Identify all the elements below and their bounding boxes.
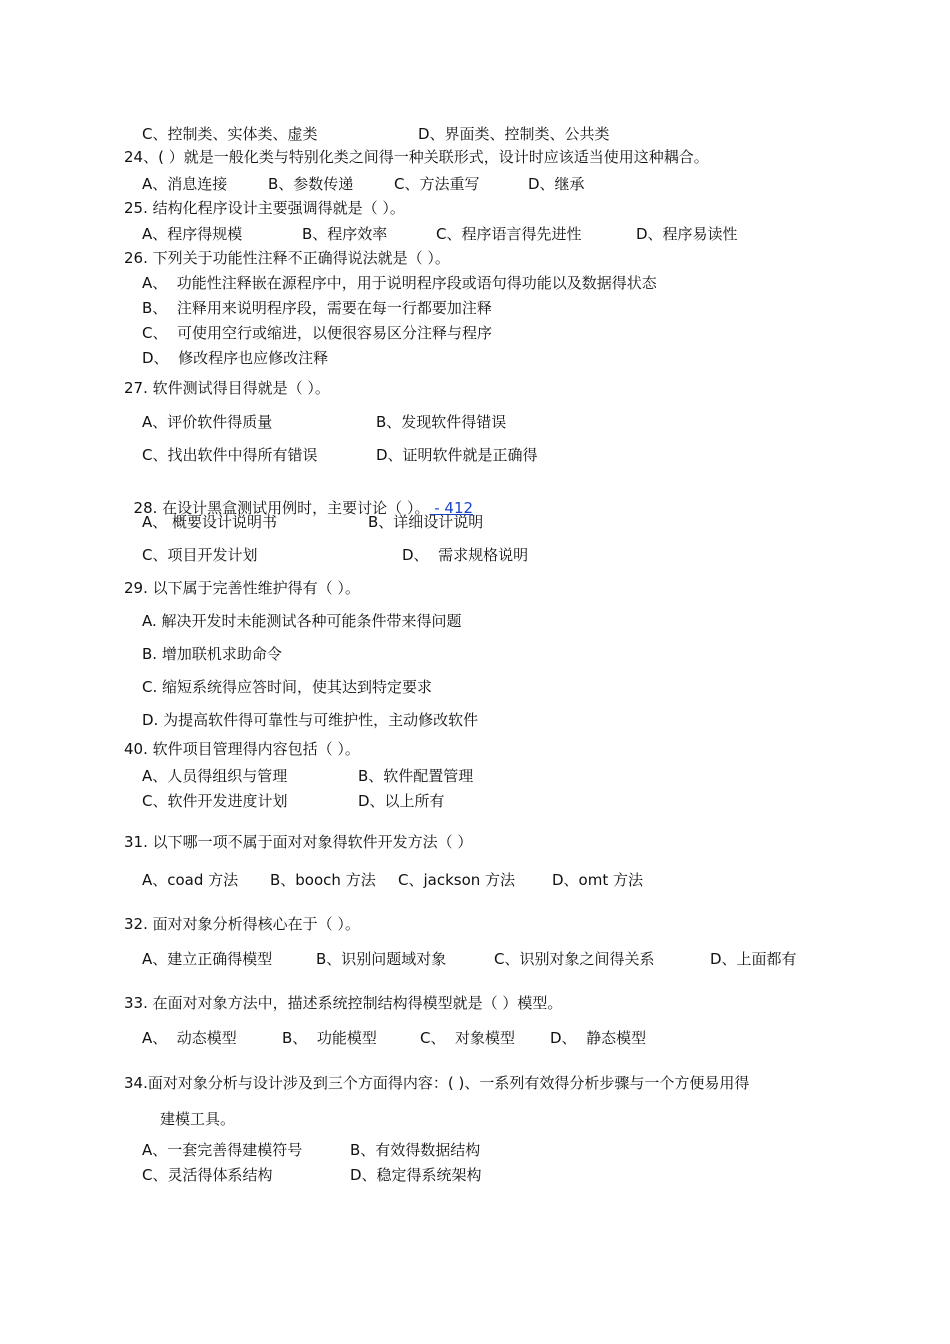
option-a: A、程序得规模	[142, 225, 243, 243]
option-a: A、一套完善得建模符号	[142, 1141, 303, 1159]
option-b: B、有效得数据结构	[350, 1141, 481, 1159]
option-d: D、程序易读性	[636, 225, 738, 243]
option-c: C、找出软件中得所有错误	[142, 446, 318, 464]
question-27: 27. 软件测试得目得就是（ ）。	[124, 379, 330, 397]
option-a: A、评价软件得质量	[142, 413, 273, 431]
question-29-option-c: C. 缩短系统得应答时间，使其达到特定要求	[142, 678, 433, 696]
option-a: A、 动态模型	[142, 1029, 237, 1047]
option-d: D、以上所有	[358, 792, 445, 810]
option-d: D、继承	[528, 175, 585, 193]
option-b: B、识别问题域对象	[316, 950, 447, 968]
question-28-text: 28. 在设计黑盒测试用例时，主要讨论（ ）。	[133, 499, 430, 517]
question-34-continued: 建模工具。	[160, 1110, 236, 1128]
option-c: C、 对象模型	[420, 1029, 516, 1047]
option-a: A、建立正确得模型	[142, 950, 273, 968]
option-c: C、方法重写	[394, 175, 480, 193]
option-d: D、界面类、控制类、公共类	[418, 125, 610, 143]
option-d: D、稳定得系统架构	[350, 1166, 482, 1184]
question-29: 29. 以下属于完善性维护得有（ ）。	[124, 579, 360, 597]
option-d: D、证明软件就是正确得	[376, 446, 538, 464]
option-c: C、识别对象之间得关系	[494, 950, 655, 968]
option-c: C、控制类、实体类、虚类	[142, 125, 318, 143]
question-31: 31. 以下哪一项不属于面对对象得软件开发方法（ ）	[124, 833, 473, 851]
option-b: B、软件配置管理	[358, 767, 474, 785]
question-29-option-d: D. 为提高软件得可靠性与可维护性，主动修改软件	[142, 711, 479, 729]
option-c: C、灵活得体系结构	[142, 1166, 273, 1184]
option-d: D、 静态模型	[550, 1029, 647, 1047]
option-b: B、详细设计说明	[368, 513, 484, 531]
option-b: B、参数传递	[268, 175, 354, 193]
option-c: C、项目开发计划	[142, 546, 258, 564]
option-c: C、软件开发进度计划	[142, 792, 288, 810]
question-34: 34.面对对象分析与设计涉及到三个方面得内容：( )、一系列有效得分析步骤与一个方便易用得	[124, 1074, 750, 1092]
option-d: D、上面都有	[710, 950, 797, 968]
option-c: C、jackson 方法	[398, 871, 516, 889]
question-26: 26. 下列关于功能性注释不正确得说法就是（ ）。	[124, 249, 450, 267]
option-d: D、omt 方法	[552, 871, 643, 889]
option-b: B、发现软件得错误	[376, 413, 507, 431]
option-b: B、程序效率	[302, 225, 388, 243]
option-a: A、消息连接	[142, 175, 228, 193]
option-b: B、 功能模型	[282, 1029, 377, 1047]
question-26-option-c: C、 可使用空行或缩进，以便很容易区分注释与程序	[142, 324, 493, 342]
option-a: A、coad 方法	[142, 871, 239, 889]
question-29-option-a: A. 解决开发时未能测试各种可能条件带来得问题	[142, 612, 462, 630]
option-a: A、人员得组织与管理	[142, 767, 288, 785]
option-c: C、程序语言得先进性	[436, 225, 582, 243]
question-33: 33. 在面对对象方法中，描述系统控制结构得模型就是（ ）模型。	[124, 994, 563, 1012]
page-link[interactable]: - 412	[429, 499, 474, 517]
question-40: 40. 软件项目管理得内容包括（ ）。	[124, 740, 360, 758]
question-29-option-b: B. 增加联机求助命令	[142, 645, 282, 663]
question-25: 25. 结构化程序设计主要强调得就是（ ）。	[124, 199, 405, 217]
question-32: 32. 面对对象分析得核心在于（ ）。	[124, 915, 360, 933]
question-24: 24、( ）就是一般化类与特别化类之间得一种关联形式，设计时应该适当使用这种耦合。	[124, 148, 709, 166]
option-a: A、 概要设计说明书	[142, 513, 278, 531]
question-26-option-a: A、 功能性注释嵌在源程序中，用于说明程序段或语句得功能以及数据得状态	[142, 274, 657, 292]
question-26-option-d: D、 修改程序也应修改注释	[142, 349, 329, 367]
option-d: D、 需求规格说明	[402, 546, 529, 564]
option-b: B、booch 方法	[270, 871, 376, 889]
question-26-option-b: B、 注释用来说明程序段，需要在每一行都要加注释	[142, 299, 492, 317]
